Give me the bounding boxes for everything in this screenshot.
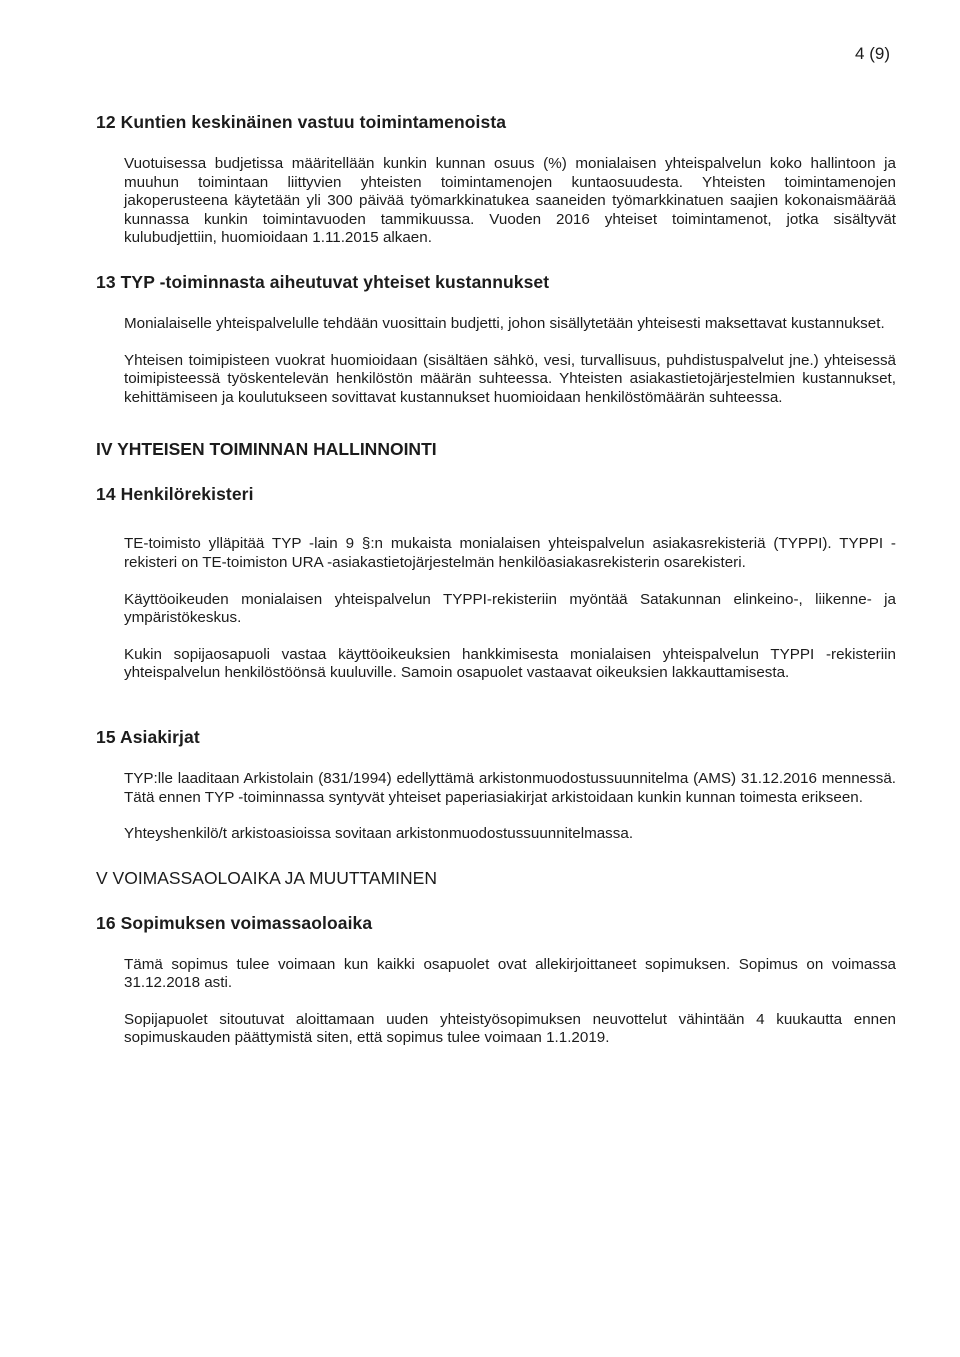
paragraph: TYP:lle laaditaan Arkistolain (831/1994) edellyttämä arkistonmuodostussuunnitelma (AMS) 31.12.2016 mennessä. Tätä ennen TYP -toiminnassa syntyvät yhteiset paperiasiakirjat arkistoidaan kunkin kunnan toimesta erikseen. [124, 769, 896, 806]
document-body [96, 112, 896, 1048]
paragraph: TE-toimisto ylläpitää TYP -lain 9 §:n mukaista monialaisen yhteispalvelun asiakasrekisteriä (TYPPI). TYPPI -rekisteri on TE-toimiston URA -asiakastietojärjestelmän henkilöasiakasrekisterin osarekisteri. [124, 535, 896, 571]
section-16 [96, 913, 896, 1048]
paragraph: Yhteyshenkilö/t arkistoasioissa sovitaan arkistonmuodostussuunnitelmassa. [124, 825, 634, 843]
paragraph: Tämä sopimus tulee voimaan kun kaikki osapuolet ovat allekirjoittaneet sopimuksen. Sopimus on voimassa 31.12.2018 asti. [124, 955, 896, 992]
section-heading: 16 Sopimuksen voimassaoloaika [96, 912, 373, 933]
paragraph: Käyttöoikeuden monialaisen yhteispalvelun TYPPI-rekisteriin myöntää Satakunnan elinkeino-, liikenne- ja ympäristökeskus. [124, 590, 896, 627]
paragraph: Sopijapuolet sitoutuvat aloittamaan uuden yhteistyösopimuksen neuvottelut vähintään 4 kuukautta ennen sopimuskauden päättymistä siten, että sopimus tulee voimaan 1.1.2019. [124, 1010, 896, 1047]
section-heading: 15 Asiakirjat [96, 726, 200, 747]
section-13 [96, 272, 896, 407]
section-15 [96, 727, 896, 844]
paragraph: Vuotuisessa budjetissa määritellään kunkin kunnan osuus (%) monialaisen yhteispalvelun koko hallintoon ja muuhun toimintaan liittyvien yhteisten toimintamenojen kuntaosuudesta. Yhteisten toimintamenojen jakoperusteena käytetään yli 300 päivää työmarkkinatukea saaneiden työmarkkinatuen saajien kokonaismäärää kunnassa kunkin toimintavuoden tammikuussa. Vuoden 2016 yhteiset toimintamenot, jotka sisältyvät kulubudjettiin, huomioidaan 1.11.2015 alkaen. [124, 155, 896, 247]
section-heading: 14 Henkilörekisteri [96, 484, 254, 505]
paragraph: Yhteisen toimipisteen vuokrat huomioidaan (sisältäen sähkö, vesi, turvallisuus, puhdistuspalvelut jne.) yhteisessä toimipisteessä työskentelevän henkilöstön määrän suhteessa. Yhteisten asiakastietojärjestelmien kustannukset, kehittämiseen ja koulutukseen sovittavat kustannukset huomioidaan henkilöstömäärän suhteessa. [124, 351, 896, 406]
paragraph: Monialaiselle yhteispalvelulle tehdään vuosittain budjetti, johon sisällytetään yhteisesti maksettavat kustannukset. [124, 314, 885, 332]
part-heading: V VOIMASSAOLOAIKA JA MUUTTAMINEN [96, 867, 437, 888]
section-heading: 12 Kuntien keskinäinen vastuu toimintamenoista [96, 112, 507, 132]
section-heading: 13 TYP -toiminnasta aiheutuvat yhteiset kustannukset [96, 271, 550, 292]
section-14 [96, 484, 896, 683]
section-12 [96, 112, 896, 248]
part-heading: IV YHTEISEN TOIMINNAN HALLINNOINTI [96, 439, 437, 460]
paragraph: Kukin sopijaosapuoli vastaa käyttöoikeuksien hankkimisesta monialaisen yhteispalvelun TYPPI -rekisteriin yhteispalvelun henkilöstöönsä kuuluville. Samoin osapuolet vastaavat oikeuksien lakkauttamisesta. [124, 645, 896, 682]
page-number: 4 (9) [855, 44, 890, 63]
